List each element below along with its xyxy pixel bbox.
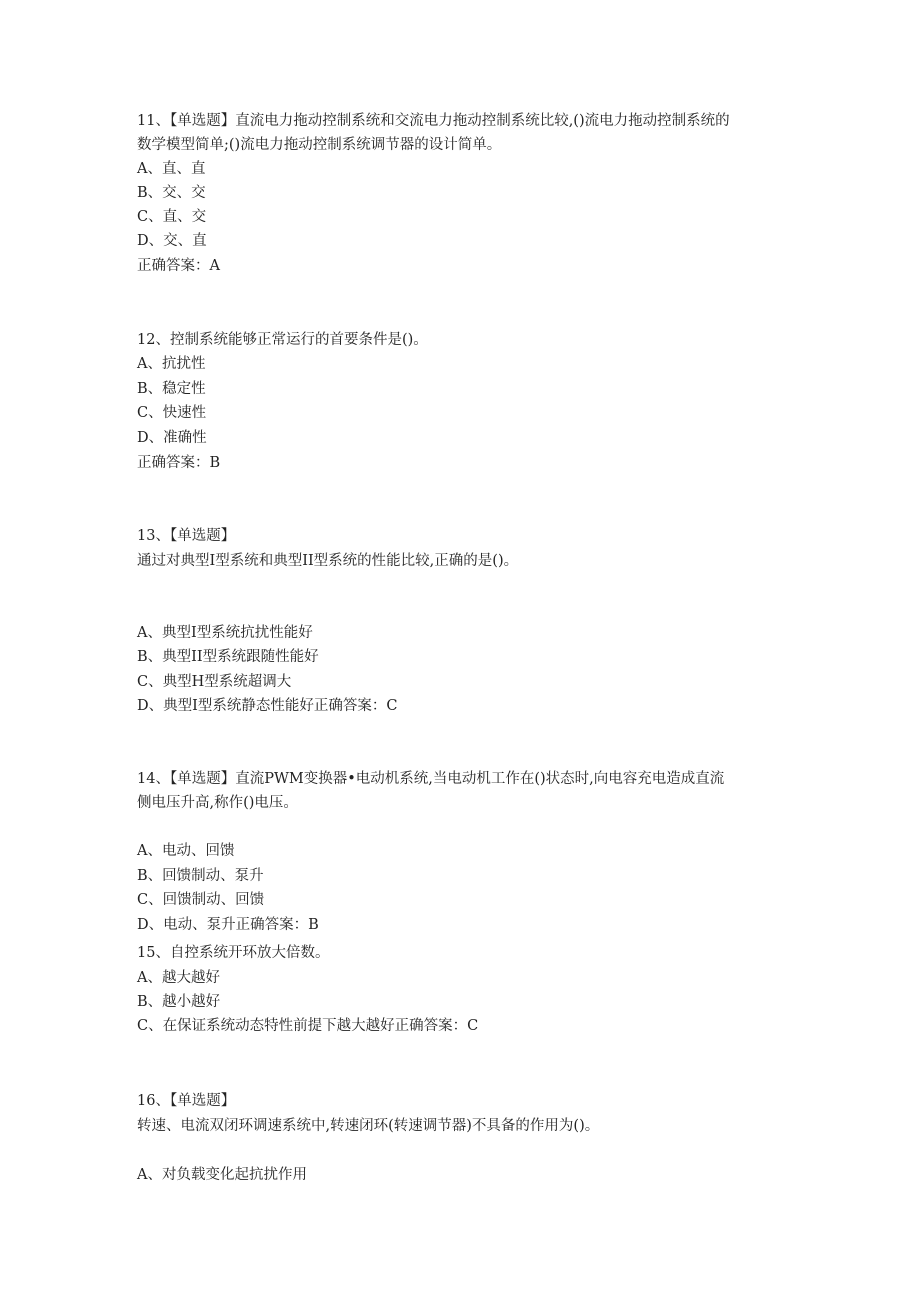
option-a: A、典型I型系统抗扰性能好 — [137, 625, 313, 641]
question-text: 数学模型简单;()流电力拖动控制系统调节器的设计简单。 — [137, 137, 502, 153]
question-text: 转速、电流双闭环调速系统中,转速闭环(转速调节器)不具备的作用为()。 — [137, 1118, 600, 1134]
option-a: A、电动、回馈 — [137, 843, 235, 859]
option-a: A、抗扰性 — [137, 356, 206, 372]
option-c: C、典型H型系统超调大 — [137, 674, 292, 690]
option-a: A、越大越好 — [137, 970, 220, 986]
question-text: 侧电压升高,称作()电压。 — [137, 795, 298, 811]
option-b: B、稳定性 — [137, 381, 206, 397]
option-d-with-answer: D、电动、泵升正确答案：B — [137, 917, 319, 933]
option-c: C、快速性 — [137, 405, 207, 421]
option-b: B、交、交 — [137, 185, 206, 201]
question-text: 通过对典型I型系统和典型II型系统的性能比较,正确的是()。 — [137, 553, 519, 569]
question-text: 11、【单选题】直流电力拖动控制系统和交流电力拖动控制系统比较,()流电力拖动控制系统的 — [137, 113, 730, 129]
option-b: B、越小越好 — [137, 994, 221, 1010]
option-a: A、直、直 — [137, 161, 206, 177]
option-c: C、回馈制动、回馈 — [137, 892, 265, 908]
answer-line: 正确答案：B — [137, 455, 221, 471]
option-c: C、直、交 — [137, 209, 207, 225]
option-c-with-answer: C、在保证系统动态特性前提下越大越好正确答案：C — [137, 1018, 479, 1034]
option-d: D、准确性 — [137, 430, 207, 446]
option-b: B、典型II型系统跟随性能好 — [137, 649, 319, 665]
question-text: 14、【单选题】直流PWM变换器•电动机系统,当电动机工作在()状态时,向电容充电造成直流 — [137, 771, 725, 787]
question-header: 13、【单选题】 — [137, 528, 236, 544]
option-b: B、回馈制动、泵升 — [137, 868, 264, 884]
option-a: A、对负载变化起抗扰作用 — [137, 1167, 307, 1183]
option-d-with-answer: D、典型I型系统静态性能好正确答案：C — [137, 698, 398, 714]
question-text: 12、控制系统能够正常运行的首要条件是()。 — [137, 332, 428, 348]
answer-line: 正确答案：A — [137, 258, 220, 274]
question-header: 16、【单选题】 — [137, 1093, 236, 1109]
option-d: D、交、直 — [137, 233, 207, 249]
question-text: 15、自控系统开环放大倍数。 — [137, 945, 330, 961]
